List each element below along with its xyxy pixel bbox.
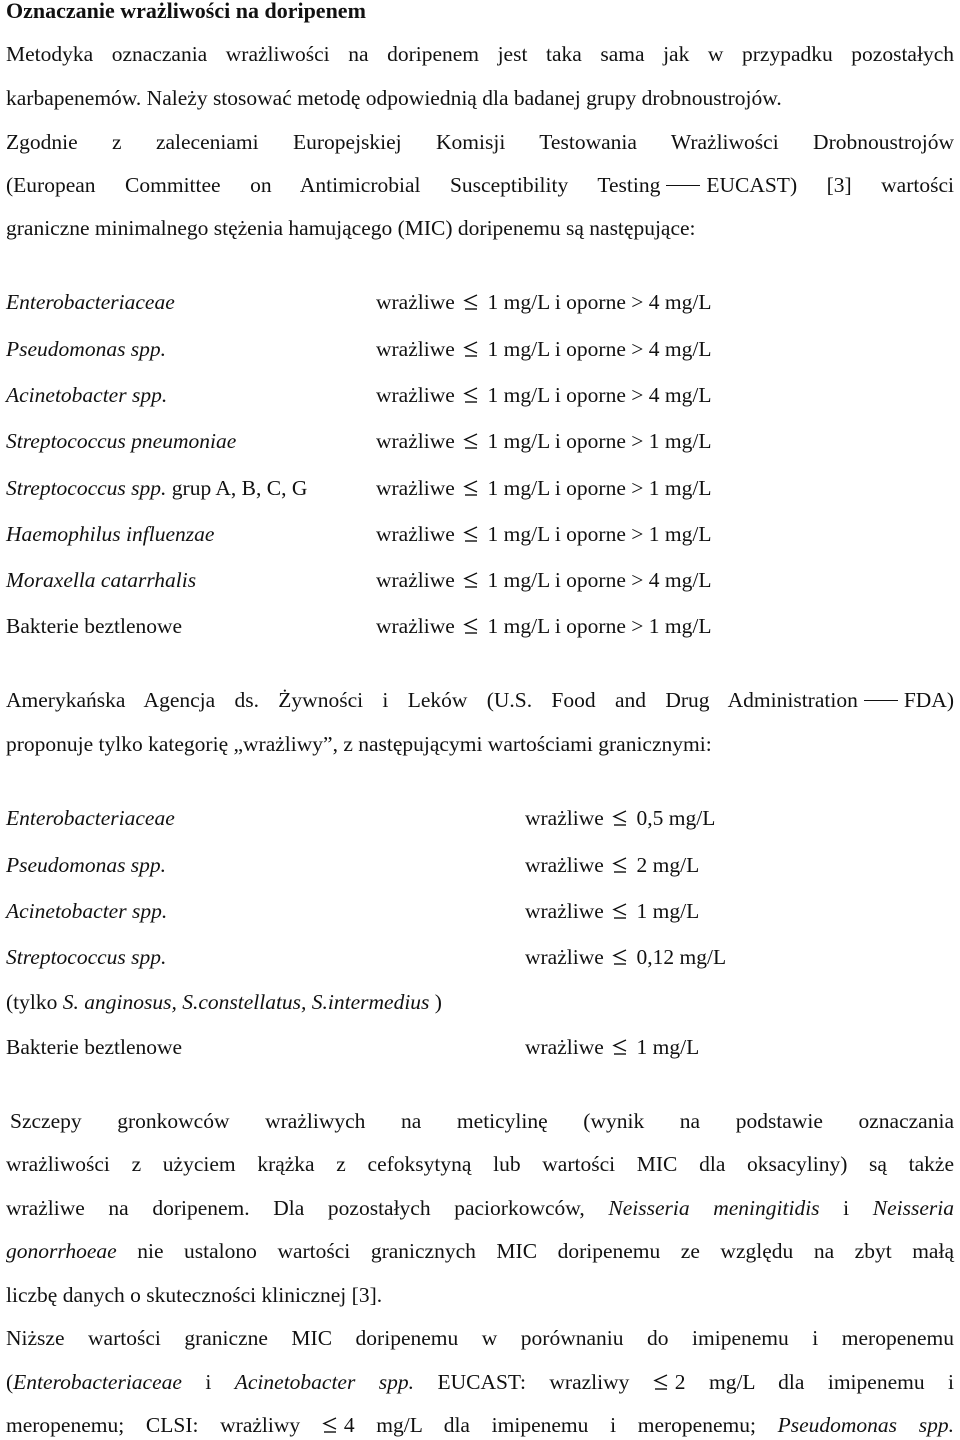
fda-line-2: proponuje tylko kategorię „wrażliwy”, z następującymi wartościami granicznymi: — [6, 732, 712, 756]
value-prefix: wrażliwe — [376, 522, 455, 546]
staph-line-5: liczbę danych o skuteczności klinicznej [3]. — [6, 1283, 383, 1307]
less-equal-icon — [460, 568, 482, 593]
intro-line-4-b: EUCAST) [3] wartości — [706, 173, 954, 197]
fda-line-1-b: FDA) — [903, 688, 954, 712]
intro-line-4 — [6, 173, 954, 198]
eucast-label: EUCAST: wrazliwy — [414, 1370, 653, 1394]
value-prefix: wrażliwe — [525, 806, 604, 830]
fda-value — [525, 853, 699, 878]
less-equal-icon — [653, 1370, 675, 1395]
value-text: 1 mg/L i oporne > 4 mg/L — [487, 383, 712, 407]
less-equal-icon — [460, 522, 482, 547]
fda-organism: Acinetobacter spp. — [6, 899, 168, 923]
less-equal-icon — [609, 945, 631, 970]
organism-pseudomonas: Pseudomonas spp. — [777, 1413, 954, 1437]
page-heading: Oznaczanie wrażliwości na doripenem — [6, 0, 366, 23]
value-text: 1 mg/L i oporne > 1 mg/L — [487, 522, 712, 546]
eucast-row — [6, 383, 167, 408]
eucast-value — [376, 383, 711, 408]
intro-line-5: graniczne minimalnego stężenia hamującego (MIC) doripenemu są następujące: — [6, 216, 696, 240]
note-open: (tylko — [6, 990, 63, 1014]
eucast-row — [6, 337, 166, 362]
eucast-value — [376, 522, 711, 547]
eucast-value — [376, 337, 711, 362]
value-text: 1 mg/L i oporne > 1 mg/L — [487, 476, 712, 500]
eucast-value — [376, 568, 711, 593]
value-prefix: wrażliwe — [525, 945, 604, 969]
lower-line-3 — [6, 1413, 954, 1438]
less-equal-icon — [460, 337, 482, 362]
conjunction: i — [819, 1196, 873, 1220]
intro-line-2: karbapenemów. Należy stosować metodę odpowiednią dla badanej grupy drobnoustrojów. — [6, 86, 782, 110]
value-text: 1 mg/L i oporne > 1 mg/L — [487, 429, 712, 453]
value-prefix: wrażliwe — [376, 337, 455, 361]
less-equal-icon — [460, 476, 482, 501]
less-equal-icon — [609, 899, 631, 924]
intro-line-3: Zgodnie z zaleceniami Europejskiej Komisji Testowania Wrażliwości Drobnoustrojów — [6, 130, 954, 154]
fda-value — [525, 945, 726, 970]
value-text: 1 mg/L — [636, 899, 700, 923]
organism-gonorrhoeae: gonorrhoeae — [6, 1239, 117, 1263]
organism-acinetobacter: Acinetobacter spp. — [234, 1370, 415, 1394]
fda-value — [525, 1035, 699, 1060]
organism-enterobacteriaceae: Enterobacteriaceae — [13, 1370, 182, 1394]
value-prefix: wrażliwe — [376, 290, 455, 314]
eucast-row — [6, 614, 182, 639]
lower-line-1: Niższe wartości graniczne MIC doripenemu w porównaniu do imipenemu i meropenemu — [6, 1326, 954, 1350]
eucast-value — [376, 476, 711, 501]
organism-name: Streptococcus pneumoniae — [6, 429, 237, 453]
value-prefix: wrażliwe — [376, 614, 455, 638]
staph-line-3-a: wrażliwe na doripenem. Dla pozostałych paciorkowców, — [6, 1196, 609, 1220]
value-prefix: wrażliwe — [525, 853, 604, 877]
less-equal-icon — [609, 806, 631, 831]
value-text: 1 mg/L i oporne > 4 mg/L — [487, 290, 712, 314]
value-text: 0,5 mg/L — [636, 806, 716, 830]
fda-species-note — [6, 990, 442, 1015]
intro-line-4-a: (European Committee on Antimicrobial Susceptibility Testing — [6, 173, 661, 197]
eucast-row — [6, 476, 307, 501]
eucast-value: 2 mg/L dla imipenemu i — [674, 1370, 954, 1394]
paren-open: ( — [6, 1370, 14, 1394]
staph-line-4-b: nie ustalono wartości granicznych MIC doripenemu ze względu na zbyt małą — [116, 1239, 954, 1263]
organism-name: Enterobacteriaceae — [6, 290, 175, 314]
value-prefix: wrażliwe — [525, 1035, 604, 1059]
value-prefix: wrażliwe — [376, 476, 455, 500]
less-equal-icon — [460, 429, 482, 454]
less-equal-icon — [322, 1413, 344, 1438]
conjunction: i — [181, 1370, 235, 1394]
fda-organism: Streptococcus spp. — [6, 945, 167, 969]
value-text: 2 mg/L — [636, 853, 700, 877]
fda-value — [525, 806, 715, 831]
clsi-label: meropenemu; CLSI: wrażliwy — [6, 1413, 322, 1437]
organism-name: Acinetobacter spp. — [6, 383, 168, 407]
lower-line-2 — [6, 1370, 954, 1395]
organism-name: Moraxella catarrhalis — [6, 568, 197, 592]
organism-name: Streptococcus spp. — [6, 476, 167, 500]
staph-line-2: wrażliwości z użyciem krążka z cefoksytyną lub wartości MIC dla oksacyliny) są także — [6, 1152, 954, 1176]
staph-line-1: Szczepy gronkowców wrażliwych na meticylinę (wynik na podstawie oznaczania — [10, 1109, 954, 1133]
less-equal-icon — [460, 614, 482, 639]
fda-line-1-a: Amerykańska Agencja ds. Żywności i Leków (U.S. Food and Drug Administration — [6, 688, 858, 712]
fda-organism: Pseudomonas spp. — [6, 853, 167, 877]
organism-neisseria: Neisseria — [872, 1196, 954, 1220]
organism-name: Pseudomonas spp. — [6, 337, 167, 361]
eucast-value — [376, 429, 711, 454]
value-prefix: wrażliwe — [376, 383, 455, 407]
fda-organism: Bakterie beztlenowe — [6, 1035, 183, 1059]
value-text: 1 mg/L i oporne > 1 mg/L — [487, 614, 712, 638]
organism-group: grup A, B, C, G — [166, 476, 308, 500]
em-dash-rule — [864, 700, 898, 701]
fda-organism: Enterobacteriaceae — [6, 806, 175, 830]
eucast-row — [6, 290, 175, 315]
organism-neisseria-meningitidis: Neisseria meningitidis — [608, 1196, 820, 1220]
note-close: ) — [429, 990, 442, 1014]
clsi-value: 4 mg/L dla imipenemu i meropenemu; — [343, 1413, 778, 1437]
note-species: S. anginosus, S.constellatus, S.intermedius — [62, 990, 430, 1014]
value-prefix: wrażliwe — [525, 899, 604, 923]
eucast-row — [6, 568, 196, 593]
organism-name: Bakterie beztlenowe — [6, 614, 183, 638]
staph-line-4 — [6, 1239, 954, 1264]
intro-line-1: Metodyka oznaczania wrażliwości na doripenem jest taka sama jak w przypadku pozostałych — [6, 42, 954, 66]
eucast-value — [376, 614, 711, 639]
eucast-row — [6, 429, 236, 454]
value-prefix: wrażliwe — [376, 568, 455, 592]
organism-name: Haemophilus influenzae — [6, 522, 215, 546]
staph-line-3 — [6, 1196, 954, 1221]
eucast-value — [376, 290, 711, 315]
value-text: 0,12 mg/L — [636, 945, 727, 969]
fda-line-1 — [6, 688, 954, 713]
value-text: 1 mg/L — [636, 1035, 700, 1059]
less-equal-icon — [460, 290, 482, 315]
value-prefix: wrażliwe — [376, 429, 455, 453]
less-equal-icon — [609, 1035, 631, 1060]
less-equal-icon — [460, 383, 482, 408]
less-equal-icon — [609, 853, 631, 878]
value-text: 1 mg/L i oporne > 4 mg/L — [487, 337, 712, 361]
em-dash-rule — [666, 185, 700, 186]
value-text: 1 mg/L i oporne > 4 mg/L — [487, 568, 712, 592]
fda-value — [525, 899, 699, 924]
eucast-row — [6, 522, 214, 547]
